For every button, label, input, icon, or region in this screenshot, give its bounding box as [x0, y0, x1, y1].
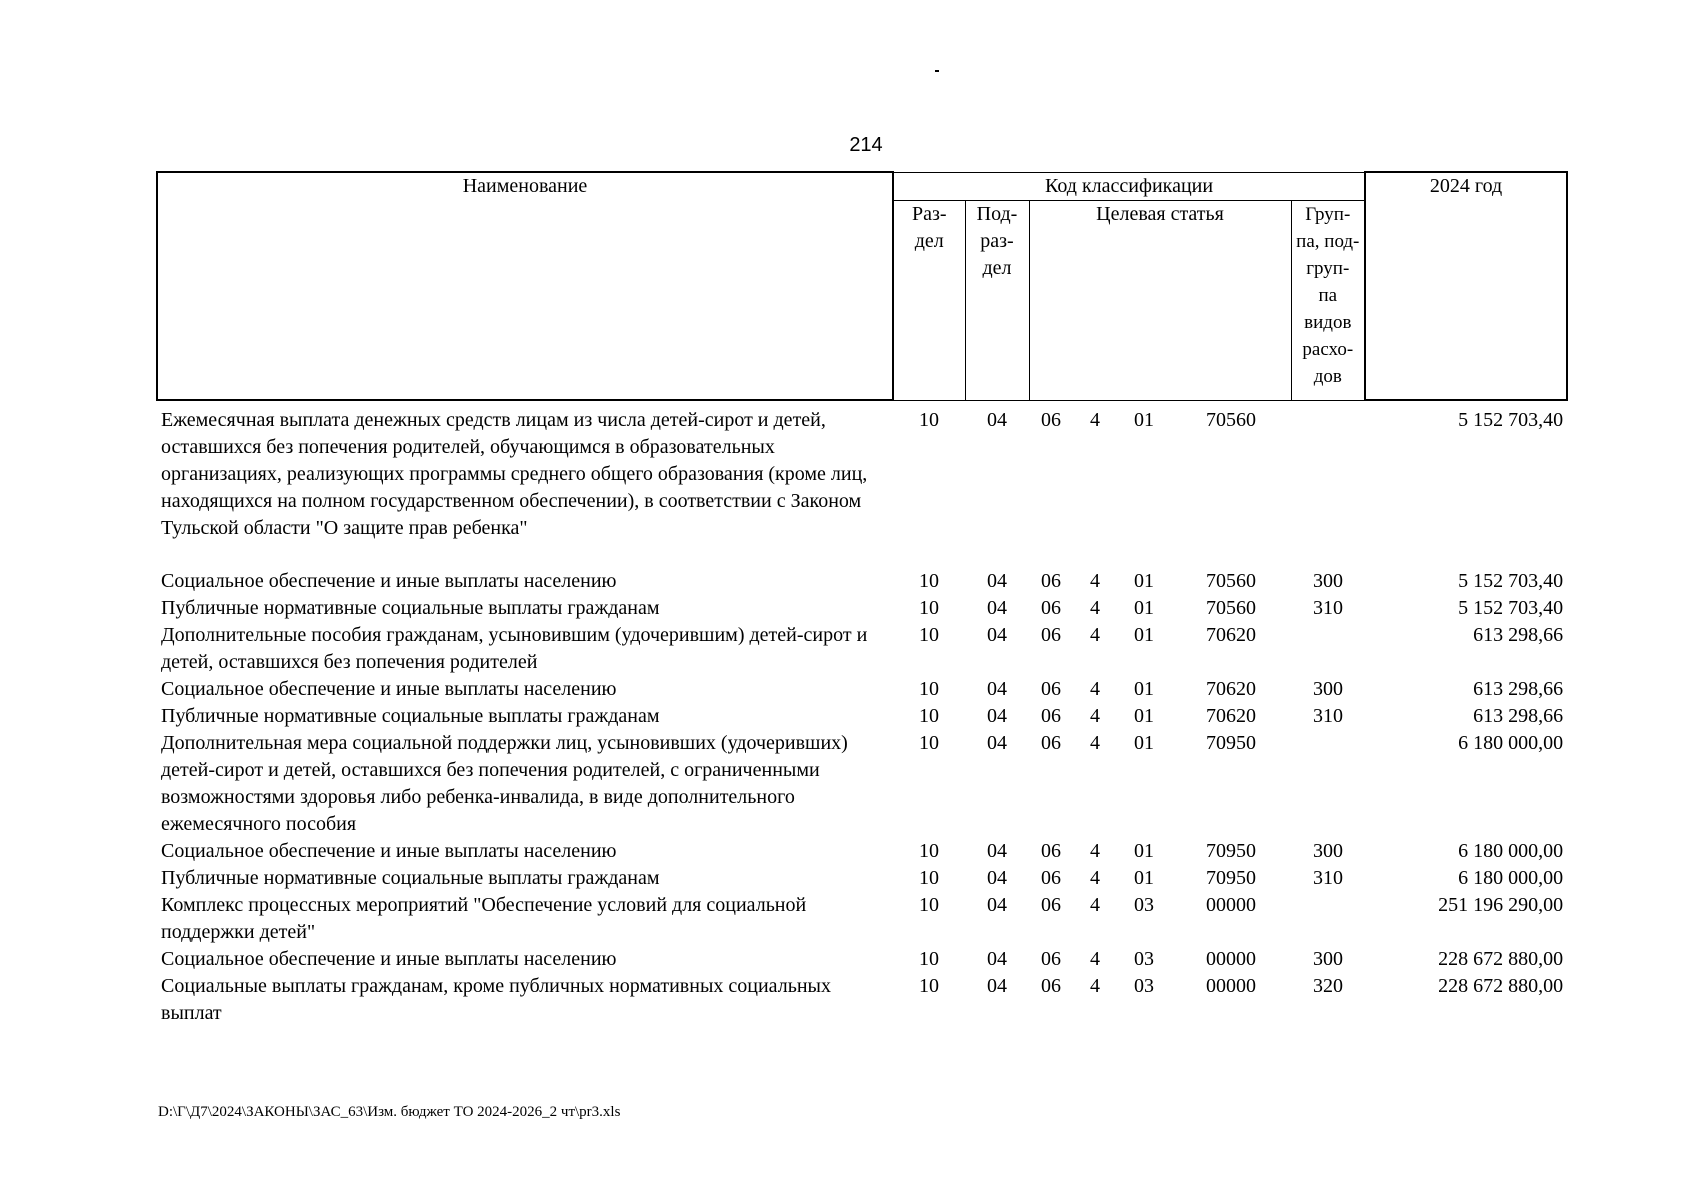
- cell-amount: 5 152 703,40: [1458, 597, 1564, 619]
- cell-podrazdel: 04: [987, 597, 1007, 619]
- cell-expense-group: 300: [1313, 570, 1344, 592]
- cell-target-direction: 70620: [1206, 678, 1256, 700]
- cell-amount: 6 180 000,00: [1458, 732, 1564, 754]
- cell-podrazdel: 04: [987, 409, 1007, 431]
- cell-expense-group: [1291, 730, 1365, 838]
- cell-amount: 6 180 000,00: [1458, 867, 1564, 889]
- cell-expense-group: [1291, 622, 1365, 676]
- cell-target-program: 06: [1041, 894, 1061, 916]
- table-row: [157, 568, 1567, 595]
- cell-amount: 5 152 703,40: [1458, 570, 1564, 592]
- cell-amount: 228 672 880,00: [1438, 975, 1564, 997]
- cell-podrazdel: 04: [987, 894, 1007, 916]
- cell-expense-group: 310: [1313, 705, 1344, 727]
- cell-target-direction: 70950: [1206, 732, 1256, 754]
- cell-expense-group: 300: [1313, 948, 1344, 970]
- cell-expense-group: 310: [1313, 867, 1344, 889]
- cell-target-program: 06: [1041, 597, 1061, 619]
- cell-name: Комплекс процессных мероприятий "Обеспечение условий для социальной поддержки детей": [161, 894, 807, 943]
- cell-target-program: 06: [1041, 705, 1061, 727]
- cell-podrazdel: 04: [987, 975, 1007, 997]
- cell-razdel: 10: [919, 705, 939, 727]
- budget-table: [156, 171, 1568, 1027]
- header-razdel: Раз- дел: [893, 200, 965, 400]
- cell-name: Социальное обеспечение и иные выплаты населению: [161, 840, 617, 862]
- cell-target-direction: 70560: [1206, 409, 1256, 431]
- cell-name: Социальное обеспечение и иные выплаты населению: [161, 678, 617, 700]
- cell-expense-group: 320: [1313, 975, 1344, 997]
- table-row: [157, 838, 1567, 865]
- cell-target-type: 4: [1090, 624, 1100, 646]
- cell-target-subprogram: 03: [1134, 975, 1154, 997]
- cell-name: Ежемесячная выплата денежных средств лицам из числа детей-сирот и детей, оставшихся без попечения родителей, обучающимся в образовательных организациях, реализующих программы среднего общего образования (кроме лиц, находящихся на полном государственном обеспечении), в соответствии с Законом Тульской области "О защите прав ребенка": [161, 409, 868, 539]
- cell-target-program: 06: [1041, 409, 1061, 431]
- cell-target-program: 06: [1041, 624, 1061, 646]
- cell-target-program: 06: [1041, 570, 1061, 592]
- cell-target-subprogram: 01: [1134, 624, 1154, 646]
- cell-expense-group: 300: [1313, 840, 1344, 862]
- cell-podrazdel: 04: [987, 732, 1007, 754]
- cell-target-program: 06: [1041, 948, 1061, 970]
- cell-amount: 5 152 703,40: [1458, 409, 1564, 431]
- cell-amount: 6 180 000,00: [1458, 840, 1564, 862]
- cell-podrazdel: 04: [987, 705, 1007, 727]
- cell-target-program: 06: [1041, 975, 1061, 997]
- cell-name: Дополнительные пособия гражданам, усыновившим (удочерившим) детей-сирот и детей, оставшихся без попечения родителей: [161, 624, 868, 673]
- cell-podrazdel: 04: [987, 840, 1007, 862]
- cell-amount: 613 298,66: [1473, 624, 1564, 646]
- cell-razdel: 10: [919, 894, 939, 916]
- cell-name: Социальное обеспечение и иные выплаты населению: [161, 948, 617, 970]
- cell-expense-group: [1291, 892, 1365, 946]
- cell-target-type: 4: [1090, 732, 1100, 754]
- cell-target-subprogram: 03: [1134, 948, 1154, 970]
- cell-target-subprogram: 01: [1134, 840, 1154, 862]
- cell-podrazdel: 04: [987, 678, 1007, 700]
- cell-target-direction: 00000: [1206, 975, 1256, 997]
- cell-target-subprogram: 01: [1134, 409, 1154, 431]
- page-number: 214: [849, 134, 883, 156]
- scan-mark: [935, 70, 939, 72]
- cell-amount: 228 672 880,00: [1438, 948, 1564, 970]
- cell-target-subprogram: 01: [1134, 678, 1154, 700]
- cell-razdel: 10: [919, 732, 939, 754]
- cell-name: Публичные нормативные социальные выплаты гражданам: [161, 597, 660, 619]
- cell-target-subprogram: 01: [1134, 597, 1154, 619]
- cell-target-direction: 00000: [1206, 894, 1256, 916]
- cell-target-type: 4: [1090, 948, 1100, 970]
- cell-target-subprogram: 01: [1134, 705, 1154, 727]
- cell-target-type: 4: [1090, 840, 1100, 862]
- cell-target-type: 4: [1090, 409, 1100, 431]
- cell-name: Социальные выплаты гражданам, кроме публичных нормативных социальных выплат: [161, 975, 831, 1024]
- cell-podrazdel: 04: [987, 624, 1007, 646]
- table-row: [157, 622, 1567, 676]
- header-classification: Код классификации: [893, 172, 1365, 200]
- cell-name: Социальное обеспечение и иные выплаты населению: [161, 570, 617, 592]
- cell-target-direction: 70620: [1206, 705, 1256, 727]
- cell-target-type: 4: [1090, 867, 1100, 889]
- cell-target-subprogram: 01: [1134, 867, 1154, 889]
- header-year: 2024 год: [1365, 172, 1567, 400]
- cell-razdel: 10: [919, 975, 939, 997]
- cell-target-type: 4: [1090, 597, 1100, 619]
- cell-razdel: 10: [919, 597, 939, 619]
- table-row: [157, 676, 1567, 703]
- cell-name: Публичные нормативные социальные выплаты гражданам: [161, 867, 660, 889]
- table-body: [157, 400, 1567, 1027]
- cell-target-program: 06: [1041, 678, 1061, 700]
- table-row: [157, 973, 1567, 1027]
- cell-target-direction: 00000: [1206, 948, 1256, 970]
- header-podrazdel: Под- раз- дел: [965, 200, 1029, 400]
- cell-target-type: 4: [1090, 975, 1100, 997]
- cell-target-program: 06: [1041, 840, 1061, 862]
- cell-target-type: 4: [1090, 570, 1100, 592]
- cell-amount: 613 298,66: [1473, 678, 1564, 700]
- header-name: [157, 172, 893, 400]
- cell-razdel: 10: [919, 570, 939, 592]
- table-row: [157, 730, 1567, 838]
- header-row-1: [157, 172, 1567, 200]
- cell-target-subprogram: 01: [1134, 732, 1154, 754]
- cell-podrazdel: 04: [987, 867, 1007, 889]
- cell-target-direction: 70560: [1206, 597, 1256, 619]
- cell-razdel: 10: [919, 948, 939, 970]
- table-row: [157, 892, 1567, 946]
- cell-razdel: 10: [919, 840, 939, 862]
- cell-podrazdel: 04: [987, 570, 1007, 592]
- cell-razdel: 10: [919, 624, 939, 646]
- cell-razdel: 10: [919, 867, 939, 889]
- cell-target-type: 4: [1090, 705, 1100, 727]
- cell-amount: 251 196 290,00: [1438, 894, 1564, 916]
- cell-target-program: 06: [1041, 732, 1061, 754]
- cell-target-direction: 70950: [1206, 867, 1256, 889]
- table-row: [157, 703, 1567, 730]
- table-row: [157, 407, 1567, 568]
- file-path-footer: D:\Г\Д7\2024\ЗАКОНЫ\ЗАС_63\Изм. бюджет ТО 2024-2026_2 чт\pr3.xls: [158, 1104, 621, 1120]
- header-group: Груп- па, под- груп- па видов расхо- дов: [1291, 200, 1365, 400]
- cell-target-direction: 70950: [1206, 840, 1256, 862]
- cell-target-direction: 70560: [1206, 570, 1256, 592]
- cell-razdel: 10: [919, 678, 939, 700]
- cell-target-type: 4: [1090, 678, 1100, 700]
- cell-target-subprogram: 01: [1134, 570, 1154, 592]
- cell-razdel: 10: [919, 409, 939, 431]
- cell-podrazdel: 04: [987, 948, 1007, 970]
- cell-name: Дополнительная мера социальной поддержки лиц, усыновивших (удочеривших) детей-сирот и детей, оставшихся без попечения родителей, с ограниченными возможностями здоровья либо ребенка-инвалида, в виде дополнительного ежемесячного пособия: [161, 732, 848, 835]
- cell-expense-group: 310: [1313, 597, 1344, 619]
- cell-target-subprogram: 03: [1134, 894, 1154, 916]
- cell-target-type: 4: [1090, 894, 1100, 916]
- table-row: [157, 946, 1567, 973]
- cell-expense-group: 300: [1313, 678, 1344, 700]
- table-row: [157, 595, 1567, 622]
- header-target: Целевая статья: [1029, 200, 1291, 400]
- cell-amount: 613 298,66: [1473, 705, 1564, 727]
- header-name-label: Наименование: [462, 175, 588, 197]
- cell-name: Публичные нормативные социальные выплаты гражданам: [161, 705, 660, 727]
- table-row: [157, 865, 1567, 892]
- cell-expense-group: [1291, 407, 1365, 568]
- cell-target-program: 06: [1041, 867, 1061, 889]
- cell-target-direction: 70620: [1206, 624, 1256, 646]
